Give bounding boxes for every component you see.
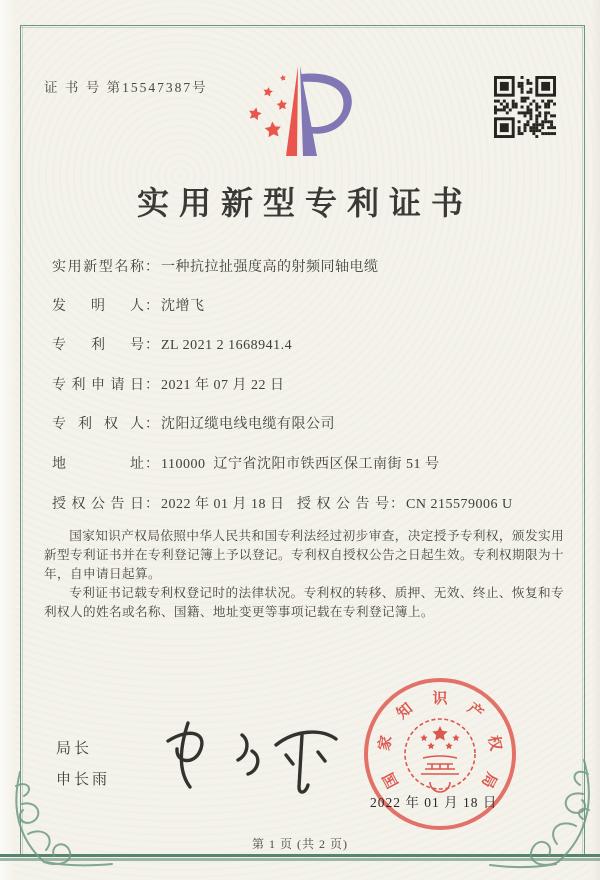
director-title: 局长	[56, 741, 93, 757]
colon: ：	[145, 417, 159, 432]
field-patent-number	[52, 334, 564, 354]
field-label: 专利权人	[52, 417, 144, 432]
seal-ring-char: 识	[432, 691, 448, 707]
certificate-title: 实用新型专利证书	[136, 185, 473, 221]
field-label: 专利号	[52, 338, 144, 353]
field-value: 110000 辽宁省沈阳市铁西区保工南街 51 号	[161, 457, 440, 472]
colon: ：	[145, 260, 159, 275]
frame-border-top	[20, 25, 585, 26]
field-value: ZL 2021 2 1668941.4	[161, 338, 293, 353]
field-address	[52, 453, 564, 473]
floral-corner-ornament-left-icon	[6, 768, 116, 876]
seal-ring-char: 知	[394, 700, 417, 723]
field-patentee	[52, 413, 564, 433]
qr-code-icon	[494, 76, 556, 138]
seal-ring-char: 产	[463, 700, 486, 723]
director-name: 申长雨	[56, 772, 111, 788]
field-label: 发明人	[52, 299, 144, 314]
seal-ring-char: 国	[380, 769, 403, 791]
scan-edge-left	[0, 0, 16, 880]
cnipa-logo-icon	[238, 62, 372, 164]
certificate-number: 证 书 号 第15547387号	[44, 80, 208, 95]
seal-ring-char: 局	[477, 769, 500, 791]
seal-ring-char: 权	[484, 734, 504, 753]
field-value: 2021 年 07 月 22 日	[161, 378, 285, 393]
national-emblem-icon	[400, 712, 480, 796]
colon: ：	[145, 338, 159, 353]
grant-date-value: 2022 年 01 月 18 日	[161, 497, 285, 512]
grant-no-label: 授权公告号	[297, 497, 389, 512]
scan-edge-right	[592, 0, 600, 880]
colon: ：	[145, 497, 159, 512]
seal-date: 2022 年 01 月 18 日	[370, 795, 498, 810]
field-value: 沈阳辽缆电线电缆有限公司	[161, 417, 335, 432]
grant-no-value: CN 215579006 U	[406, 497, 513, 512]
field-filing-date	[52, 374, 564, 394]
frame-border-left	[20, 25, 21, 855]
page-number: 第 1 页 (共 2 页)	[252, 837, 348, 851]
colon: ：	[145, 457, 159, 472]
legal-text	[44, 527, 564, 622]
colon: ：	[390, 497, 404, 512]
seal-ring-char: 家	[376, 734, 396, 753]
colon: ：	[145, 378, 159, 393]
field-grant-row	[52, 493, 564, 513]
field-utility-model-name	[52, 256, 564, 276]
colon: ：	[145, 299, 159, 314]
field-label: 地址	[52, 457, 144, 472]
floral-corner-ornament-right-icon	[488, 752, 598, 876]
field-label: 专利申请日	[52, 378, 144, 393]
field-value: 沈增飞	[161, 299, 205, 314]
handwritten-signature-icon	[150, 705, 350, 805]
grant-date-label: 授权公告日	[52, 497, 144, 512]
legal-paragraph-1: 国家知识产权局依照中华人民共和国专利法经过初步审查，决定授予专利权，颁发实用新型专利证书并在专利登记簿上予以登记。专利权自授权公告之日起生效。专利权期限为十年，自申请日起算。	[44, 529, 564, 581]
frame-border-right	[584, 25, 585, 855]
field-inventor	[52, 295, 564, 315]
field-value: 一种抗拉扯强度高的射频同轴电缆	[161, 260, 379, 275]
field-label: 实用新型名称	[52, 260, 144, 275]
legal-paragraph-2: 专利证书记载专利权登记时的法律状况。专利权的转移、质押、无效、终止、恢复和专利权人的姓名或名称、国籍、地址变更等事项记载在专利登记簿上。	[44, 586, 564, 619]
